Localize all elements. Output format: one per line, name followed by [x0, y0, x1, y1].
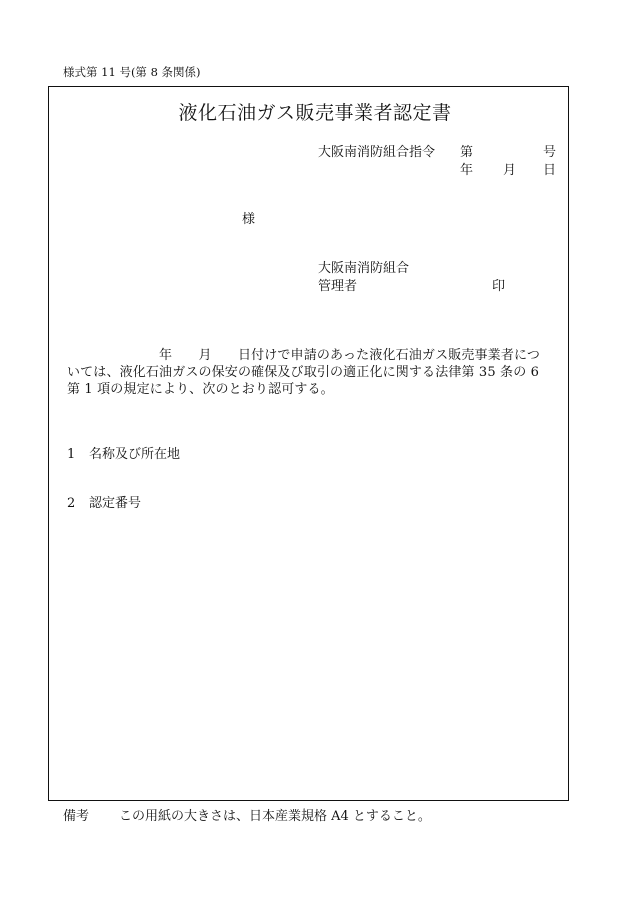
item-number: 1: [67, 447, 76, 462]
list-item: [67, 448, 180, 461]
number-suffix-label: 号: [543, 145, 557, 160]
document-title: 液化石油ガス販売事業者認定書: [178, 102, 452, 124]
body-line-2: いては、液化石油ガスの保安の確保及び取引の適正化に関する法律第 35 条の 6: [67, 365, 540, 380]
document-frame: [48, 86, 569, 801]
form-number-label: 様式第 11 号(第 8 条関係): [63, 65, 201, 79]
remarks-label: 備考: [63, 809, 90, 824]
seal-mark: 印: [492, 279, 506, 294]
item-label: 認定番号: [89, 496, 142, 511]
issuer-organization: 大阪南消防組合: [318, 261, 410, 276]
body-line-3: 第 1 項の規定により、次のとおり認可する。: [67, 382, 334, 397]
remarks-text: この用紙の大きさは、日本産業規格 A4 とすること。: [119, 809, 431, 824]
list-item: [67, 497, 141, 510]
addressee-honorific: 様: [242, 212, 256, 227]
date-month-label: 月: [503, 163, 517, 178]
issuer-role: 管理者: [318, 279, 358, 294]
designation-label: 大阪南消防組合指令: [318, 145, 436, 160]
date-day-label: 日: [543, 163, 557, 178]
body-line-1: 年 月 日付けで申請のあった液化石油ガス販売事業者につ: [67, 348, 541, 363]
item-number: 2: [67, 496, 76, 511]
date-year-label: 年: [460, 163, 474, 178]
item-label: 名称及び所在地: [89, 447, 181, 462]
number-prefix-label: 第: [460, 145, 474, 160]
body-paragraph: [67, 347, 556, 398]
